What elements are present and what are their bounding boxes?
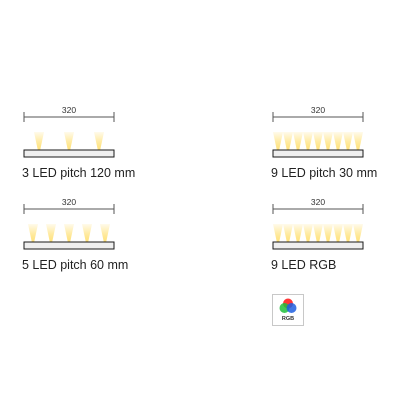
led-light-cone [353, 224, 363, 242]
led-strip-diagram [22, 105, 152, 168]
led-light-cone [333, 224, 343, 242]
led-light-cone [46, 224, 56, 242]
led-light-cone [94, 132, 104, 150]
led-strip-panel-9led [271, 105, 400, 188]
led-light-cone [273, 132, 283, 150]
led-light-cone [313, 132, 323, 150]
led-light-cone [283, 224, 293, 242]
led-strip-diagram [22, 197, 152, 260]
led-light-cone [100, 224, 110, 242]
led-light-cone [303, 132, 313, 150]
led-light-cone [293, 224, 303, 242]
panel-caption: 9 LED pitch 30 mm [271, 166, 378, 180]
led-strip-panel-3led [22, 105, 152, 188]
led-strip [273, 150, 363, 157]
led-light-cone [82, 224, 92, 242]
led-light-cone [28, 224, 38, 242]
led-light-cone [333, 132, 343, 150]
led-light-cone [34, 132, 44, 150]
led-light-cone [353, 132, 363, 150]
led-light-cone [313, 224, 323, 242]
dimension-label: 320 [61, 197, 77, 207]
rgb-badge-label: RGB [281, 316, 295, 322]
led-strip [273, 242, 363, 249]
led-light-cone [323, 132, 333, 150]
led-strip-diagram [271, 197, 400, 260]
led-light-cone [323, 224, 333, 242]
led-strip-panel-rgb [271, 197, 400, 280]
led-strip [24, 242, 114, 249]
led-strip [24, 150, 114, 157]
led-light-cone [64, 132, 74, 150]
led-light-cone [343, 132, 353, 150]
led-strip-panel-5led [22, 197, 152, 280]
led-light-cone [343, 224, 353, 242]
panel-caption: 3 LED pitch 120 mm [22, 166, 136, 180]
panel-caption: 5 LED pitch 60 mm [22, 258, 129, 272]
dimension-label: 320 [61, 105, 77, 115]
dimension-label: 320 [310, 105, 326, 115]
dimension-label: 320 [310, 197, 326, 207]
led-strip-diagram [271, 105, 400, 168]
led-light-cone [64, 224, 74, 242]
led-light-cone [273, 224, 283, 242]
panel-caption: 9 LED RGB [271, 258, 337, 272]
rgb-badge [272, 294, 304, 326]
led-light-cone [293, 132, 303, 150]
led-light-cone [303, 224, 313, 242]
led-light-cone [283, 132, 293, 150]
